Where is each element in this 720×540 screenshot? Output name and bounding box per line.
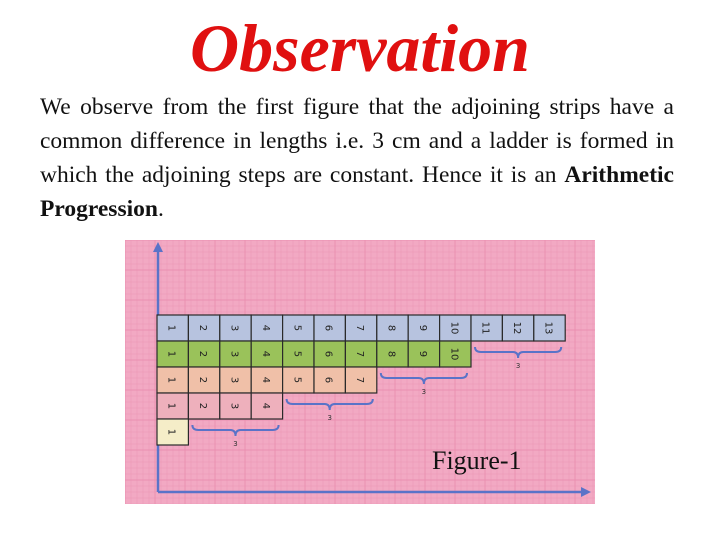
paragraph-text: We observe from the first figure that the adjoining strips have a common difference in lengths i.e. 3 cm and a ladder is formed in which the adjoining steps are constant. Hence it is an bbox=[40, 94, 674, 188]
strip-2-label: 7 bbox=[354, 350, 366, 358]
strip-1-label: 2 bbox=[197, 324, 209, 332]
observation-paragraph bbox=[40, 90, 674, 226]
strip-2-label: 2 bbox=[197, 350, 209, 358]
strip-1-label: 5 bbox=[291, 324, 303, 332]
strip-2-label: 1 bbox=[165, 350, 177, 358]
strip-3-label: 1 bbox=[165, 376, 177, 384]
difference-brace-label: 3 bbox=[421, 388, 427, 396]
strip-3-label: 2 bbox=[197, 376, 209, 384]
strip-2-label: 9 bbox=[416, 350, 428, 358]
strip-3-label: 4 bbox=[259, 376, 271, 384]
strip-2-label: 4 bbox=[259, 350, 271, 358]
strip-3-label: 7 bbox=[354, 376, 366, 384]
strip-5-label: 1 bbox=[165, 428, 177, 436]
difference-brace-label: 3 bbox=[233, 440, 238, 448]
strip-3-label: 5 bbox=[291, 376, 303, 384]
strip-1-label: 12 bbox=[511, 321, 523, 335]
figure-1 bbox=[125, 240, 595, 504]
slide-title: Observation bbox=[190, 10, 530, 86]
figure-caption: Figure-1 bbox=[432, 446, 522, 475]
strip-1-label: 3 bbox=[228, 324, 240, 332]
strip-3-label: 6 bbox=[322, 376, 334, 384]
strip-2-label: 10 bbox=[448, 347, 460, 361]
strip-1-label: 10 bbox=[448, 321, 460, 335]
strip-3-label: 3 bbox=[228, 376, 240, 384]
strip-2-label: 3 bbox=[228, 350, 240, 358]
difference-brace-label: 3 bbox=[515, 362, 521, 370]
strip-1-label: 1 bbox=[165, 324, 177, 332]
strip-1-label: 6 bbox=[322, 324, 334, 332]
strip-1-label: 11 bbox=[479, 321, 491, 335]
strip-2-label: 5 bbox=[291, 350, 303, 358]
strip-4-label: 2 bbox=[197, 402, 209, 410]
strip-4-label: 3 bbox=[228, 402, 240, 410]
strip-1-label: 8 bbox=[385, 324, 397, 332]
difference-brace-label: 3 bbox=[327, 414, 332, 422]
strip-1-label: 7 bbox=[354, 324, 366, 332]
paragraph-end: . bbox=[157, 196, 164, 222]
paragraph-bold-term: Arithmetic Progression bbox=[40, 162, 674, 222]
figure-graph-paper bbox=[125, 240, 595, 504]
strip-4-label: 4 bbox=[259, 402, 271, 410]
strip-4-label: 1 bbox=[165, 402, 177, 410]
strip-1-label: 4 bbox=[259, 324, 271, 332]
strip-2-label: 8 bbox=[385, 350, 397, 358]
strip-2-label: 6 bbox=[322, 350, 334, 358]
strip-1-label: 13 bbox=[542, 321, 554, 335]
strip-1-label: 9 bbox=[416, 324, 428, 332]
